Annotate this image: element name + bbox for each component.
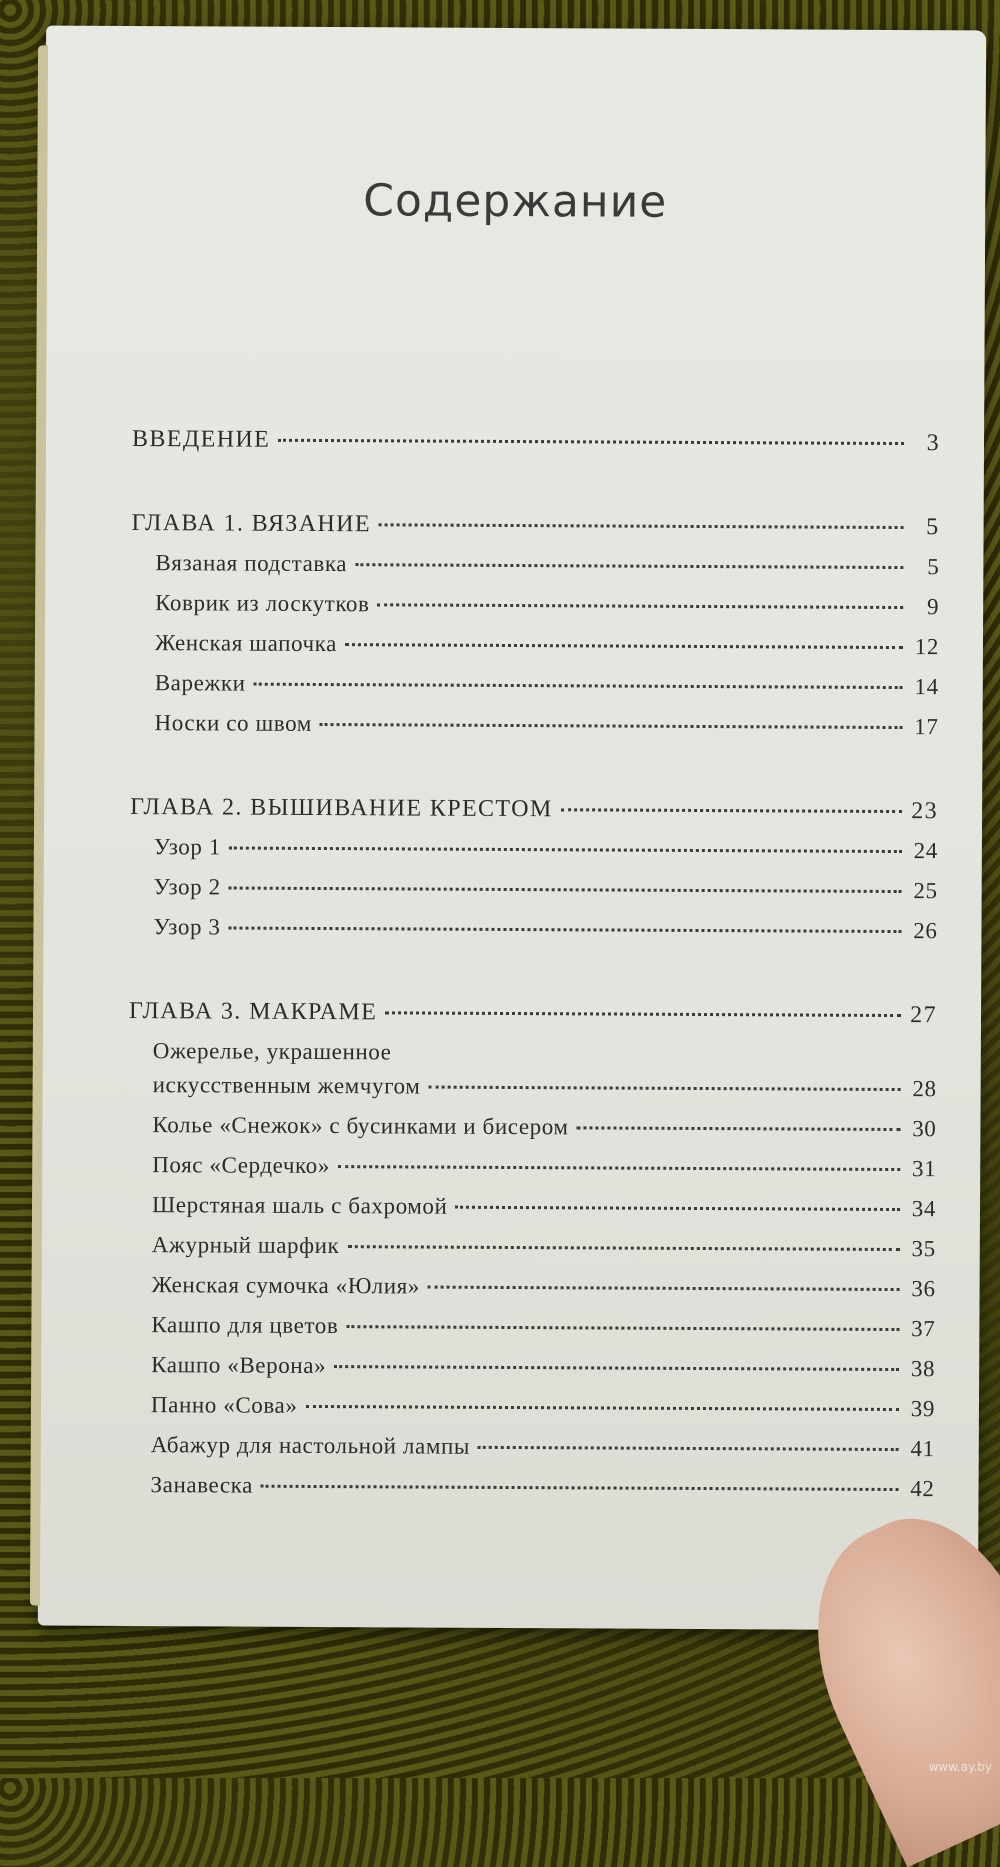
toc-entry-label: ГЛАВА 3. МАКРАМЕ xyxy=(128,997,378,1026)
dot-leader xyxy=(577,1126,901,1131)
toc-item xyxy=(130,834,938,878)
toc-entry-label: Узор 2 xyxy=(153,874,221,900)
dot-leader xyxy=(379,523,904,529)
toc-page-number: 14 xyxy=(914,674,939,700)
dot-leader xyxy=(229,927,902,934)
toc-page-number: 12 xyxy=(914,634,940,660)
toc-page-number: 25 xyxy=(913,878,938,904)
toc-item xyxy=(129,1072,937,1116)
toc-entry-label: Женская шапочка xyxy=(154,630,337,657)
dot-leader xyxy=(229,847,902,854)
toc-page-number: 30 xyxy=(912,1116,937,1142)
toc-item xyxy=(131,550,939,594)
toc-item xyxy=(128,1152,936,1196)
dot-leader xyxy=(254,683,903,689)
watermark-text: www.ay.by xyxy=(928,1760,992,1774)
toc-entry-label: Ажурный шарфик xyxy=(151,1232,340,1259)
toc-item xyxy=(127,1272,935,1316)
dot-leader xyxy=(305,1405,899,1411)
toc-page-number: 17 xyxy=(914,714,939,740)
section-gap xyxy=(132,466,940,514)
toc-page-number: 23 xyxy=(911,798,939,825)
toc-entry-label: Коврик из лоскутков xyxy=(155,590,370,617)
toc-entry-label: Шерстяная шаль с бахромой xyxy=(151,1192,448,1219)
toc-entry-label: Вязаная подставка xyxy=(155,550,348,577)
toc-entry-label: Колье «Снежок» с бусинками и бисером xyxy=(152,1112,569,1140)
toc-item xyxy=(127,1392,935,1436)
toc-entry-label: Ожерелье, украшенное xyxy=(152,1038,392,1065)
toc-entry-label: Абажур для настольной лампы xyxy=(150,1432,471,1459)
toc-page-number: 37 xyxy=(911,1316,936,1342)
toc-entry-label: Кашпо «Верона» xyxy=(151,1352,327,1379)
toc-page-number: 3 xyxy=(926,430,941,457)
toc-chapter xyxy=(129,998,937,1042)
toc-chapter xyxy=(130,794,938,838)
toc-entry-label: ГЛАВА 1. ВЯЗАНИЕ xyxy=(131,510,372,538)
toc-page-number: 34 xyxy=(911,1196,937,1222)
toc-page-number: 35 xyxy=(911,1236,936,1262)
dot-leader xyxy=(428,1286,900,1291)
toc-page-number: 28 xyxy=(912,1076,937,1102)
toc-page-number: 41 xyxy=(910,1436,935,1462)
dot-leader xyxy=(278,439,904,445)
dot-leader xyxy=(355,563,903,569)
toc-item xyxy=(130,874,938,918)
dot-leader xyxy=(261,1485,899,1491)
toc-item xyxy=(131,630,939,674)
toc-item xyxy=(127,1312,935,1356)
toc-item xyxy=(129,914,937,958)
toc-page-number: 27 xyxy=(910,1002,938,1029)
toc-entry-label: ГЛАВА 2. ВЫШИВАНИЕ КРЕСТОМ xyxy=(130,794,553,823)
section-gap xyxy=(129,954,937,1002)
toc-entry-label: Узор 3 xyxy=(153,914,221,940)
dot-leader xyxy=(345,643,903,649)
toc-chapter xyxy=(131,510,939,554)
section-gap xyxy=(130,750,938,798)
toc-chapter xyxy=(132,426,940,470)
dot-leader xyxy=(320,723,903,729)
dot-leader xyxy=(428,1086,900,1091)
toc-entry-label: Пояс «Сердечко» xyxy=(152,1152,330,1179)
toc-item xyxy=(128,1112,936,1156)
toc-page-number: 24 xyxy=(913,838,938,864)
table-of-contents xyxy=(126,426,940,1516)
dot-leader xyxy=(478,1446,899,1451)
toc-page-number: 42 xyxy=(910,1476,935,1502)
toc-page-number: 5 xyxy=(927,554,940,580)
toc-item xyxy=(127,1432,935,1476)
toc-page-number: 9 xyxy=(926,594,940,620)
toc-entry-label: Носки со швом xyxy=(154,710,313,736)
toc-page-number: 31 xyxy=(911,1156,937,1182)
toc-item xyxy=(127,1352,935,1396)
dot-leader xyxy=(455,1206,900,1211)
page-title: Содержание xyxy=(363,175,668,228)
toc-entry-label: Занавеска xyxy=(150,1472,254,1498)
toc-entry-label: Панно «Сова» xyxy=(150,1392,298,1418)
dot-leader xyxy=(334,1365,899,1371)
dot-leader xyxy=(346,1325,899,1331)
toc-item xyxy=(128,1192,936,1236)
toc-item-first-line xyxy=(129,1038,937,1076)
toc-item xyxy=(130,710,938,754)
book-page xyxy=(38,26,986,1631)
dot-leader xyxy=(338,1165,900,1171)
toc-page-number: 5 xyxy=(926,514,940,541)
toc-entry-label: Кашпо для цветов xyxy=(151,1312,339,1339)
toc-page-number: 38 xyxy=(910,1356,936,1382)
toc-entry-label: Варежки xyxy=(154,670,246,696)
toc-page-number: 36 xyxy=(911,1276,936,1302)
toc-page-number: 39 xyxy=(910,1396,936,1422)
dot-leader xyxy=(229,887,902,894)
toc-item xyxy=(131,590,939,634)
toc-entry-label: Женская сумочка «Юлия» xyxy=(151,1272,421,1299)
dot-leader xyxy=(385,1011,901,1017)
toc-item xyxy=(131,670,939,714)
toc-item xyxy=(128,1232,936,1276)
dot-leader xyxy=(347,1245,899,1251)
dot-leader xyxy=(561,808,902,813)
toc-page-number: 26 xyxy=(913,918,938,944)
toc-entry-label: Узор 1 xyxy=(153,834,222,860)
dot-leader xyxy=(378,603,904,609)
toc-entry-label: ВВЕДЕНИЕ xyxy=(131,426,271,453)
toc-item xyxy=(126,1472,934,1516)
toc-entry-label: искусственным жемчугом xyxy=(152,1072,421,1099)
